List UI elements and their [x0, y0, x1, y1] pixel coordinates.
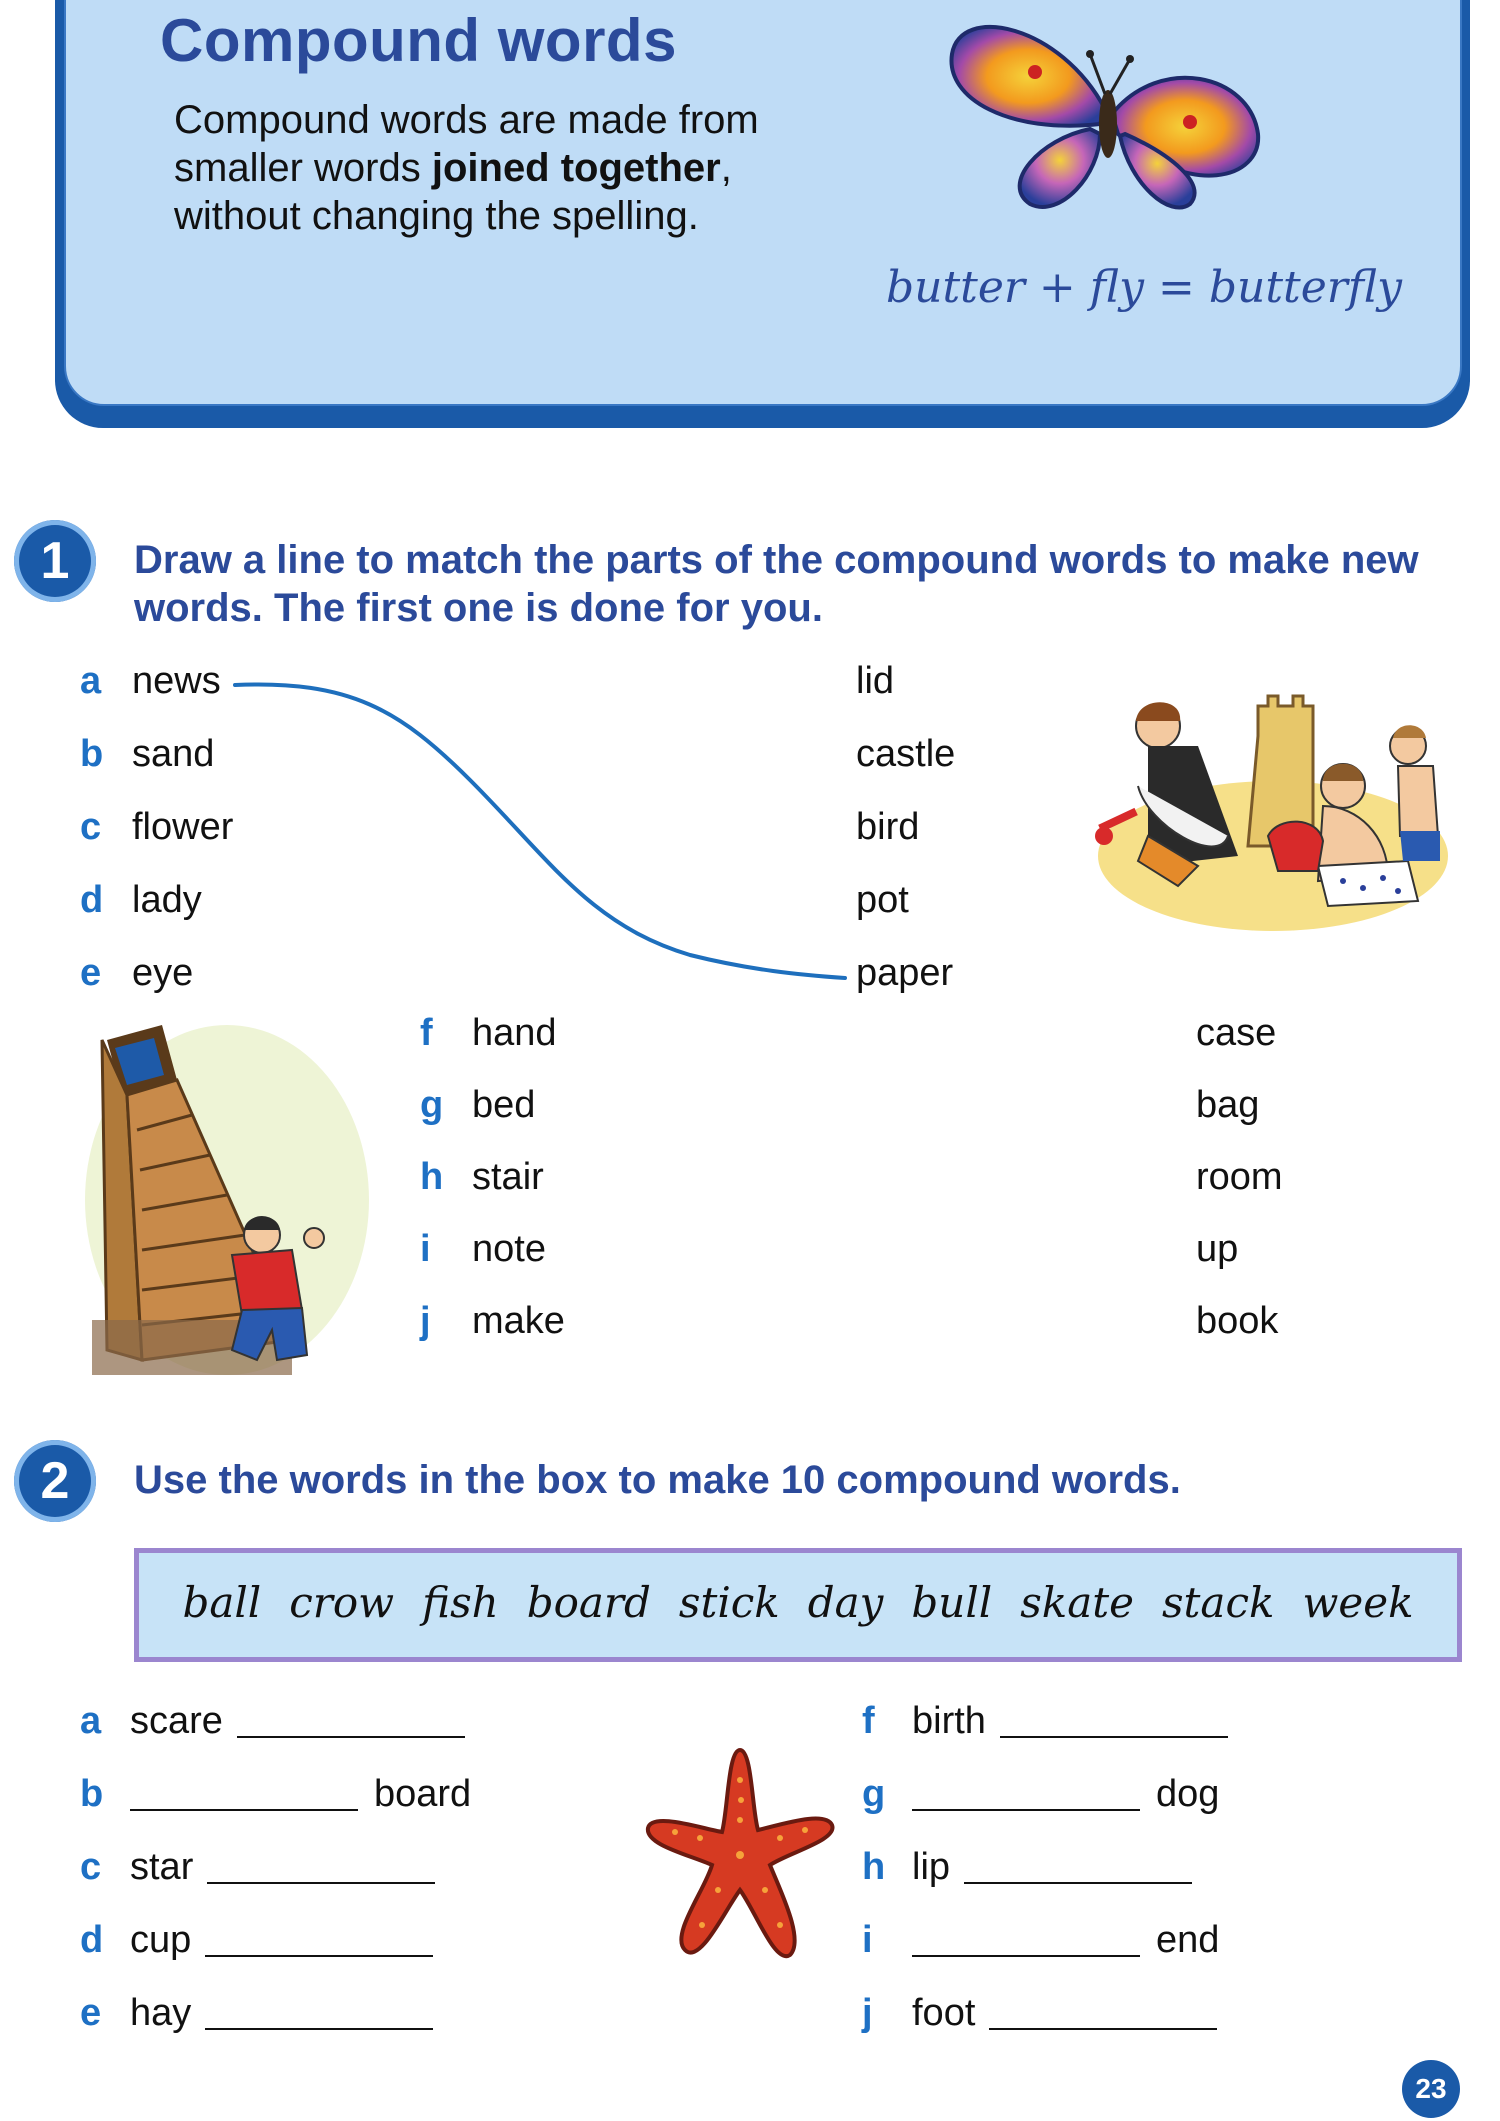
match-word[interactable]: castle [856, 733, 956, 775]
fill-in-row [80, 1919, 471, 1992]
item-letter: e [80, 952, 102, 994]
box-word: stack [1161, 1578, 1275, 1627]
match-word[interactable]: up [1196, 1228, 1239, 1270]
match-word[interactable]: room [1196, 1156, 1283, 1198]
match-word[interactable]: book [1196, 1300, 1279, 1342]
fill-in-row [862, 1992, 1228, 2065]
fill-in-row [80, 1846, 471, 1919]
list-item[interactable] [420, 1300, 565, 1372]
example-formula: butter + fly = butterfly [886, 262, 1402, 313]
item-word: news [132, 660, 221, 702]
box-word: week [1302, 1578, 1414, 1627]
list-item[interactable] [420, 1084, 565, 1156]
answer-blank[interactable] [205, 1955, 433, 1957]
match-set-b-left [420, 1012, 565, 1372]
item-word: stair [472, 1156, 544, 1198]
answer-blank[interactable] [207, 1882, 435, 1884]
definition-comma: , [720, 146, 732, 190]
match-set-b-right [1196, 1012, 1283, 1372]
instruction-line-1: Draw a line to match the parts of the compound words to make new [134, 538, 1419, 582]
answer-blank[interactable] [237, 1736, 465, 1738]
box-word: ball [182, 1578, 262, 1627]
item-word: bed [472, 1084, 536, 1126]
box-word: board [526, 1578, 651, 1627]
list-item[interactable] [80, 660, 233, 733]
item-word: cup [130, 1919, 192, 1961]
answer-blank[interactable] [912, 1955, 1140, 1957]
page-number: 23 [1402, 2060, 1460, 2118]
match-word[interactable]: bird [856, 806, 920, 848]
box-word: day [807, 1578, 884, 1627]
item-letter: b [80, 733, 104, 775]
answer-blank[interactable] [989, 2028, 1217, 2030]
fill-in-row [862, 1919, 1228, 1992]
item-letter: i [862, 1919, 873, 1961]
box-word: skate [1020, 1578, 1134, 1627]
match-word[interactable]: case [1196, 1012, 1277, 1054]
page-title: Compound words [160, 7, 677, 74]
match-word[interactable]: pot [856, 879, 909, 921]
item-letter: g [420, 1084, 444, 1126]
definition-text: smaller words [174, 146, 432, 190]
fill-in-left-column [80, 1700, 471, 2065]
item-letter: h [862, 1846, 886, 1888]
item-letter: g [862, 1773, 886, 1815]
list-item[interactable] [420, 1228, 565, 1300]
item-word: hay [130, 1992, 192, 2034]
item-letter: d [80, 879, 104, 921]
match-word[interactable]: paper [856, 952, 954, 994]
match-set-a-left [80, 660, 233, 1025]
starfish-illustration [640, 1740, 840, 1970]
answer-blank[interactable] [1000, 1736, 1228, 1738]
item-letter: i [420, 1228, 431, 1270]
item-word: foot [912, 1992, 976, 2034]
fill-in-row [80, 1700, 471, 1773]
item-letter: e [80, 1992, 102, 2034]
list-item[interactable] [420, 1012, 565, 1084]
sandcastle-children-illustration [1088, 666, 1448, 936]
item-word: end [1156, 1919, 1220, 1961]
item-word: scare [130, 1700, 223, 1742]
answer-blank[interactable] [205, 2028, 433, 2030]
item-word: sand [132, 733, 215, 775]
box-word: crow [289, 1578, 395, 1627]
fill-in-right-column [862, 1700, 1228, 2065]
fill-in-row [862, 1773, 1228, 1846]
box-word: stick [678, 1578, 780, 1627]
question-1-number: 1 [14, 520, 96, 602]
item-word: hand [472, 1012, 557, 1054]
list-item[interactable] [420, 1156, 565, 1228]
match-word[interactable]: bag [1196, 1084, 1260, 1126]
item-word: lip [912, 1846, 951, 1888]
item-letter: j [862, 1992, 873, 2034]
definition-line-1: Compound words are made from [174, 98, 759, 142]
word-box-words [134, 1578, 1462, 1627]
definition-bold: joined together [431, 146, 721, 190]
match-word[interactable]: lid [856, 660, 895, 702]
item-letter: b [80, 1773, 104, 1815]
question-1-instruction [134, 536, 1474, 632]
item-word: star [130, 1846, 194, 1888]
item-word: eye [132, 952, 194, 994]
fill-in-row [80, 1992, 471, 2065]
list-item[interactable] [80, 806, 233, 879]
item-letter: f [420, 1012, 433, 1054]
item-letter: j [420, 1300, 431, 1342]
item-letter: c [80, 806, 102, 848]
list-item[interactable] [80, 879, 233, 952]
answer-blank[interactable] [964, 1882, 1192, 1884]
question-2-number: 2 [14, 1440, 96, 1522]
fill-in-row [862, 1846, 1228, 1919]
answer-blank[interactable] [912, 1809, 1140, 1811]
item-letter: a [80, 1700, 102, 1742]
item-word: flower [132, 806, 234, 848]
box-word: bull [911, 1578, 993, 1627]
fill-in-row [80, 1773, 471, 1846]
item-word: lady [132, 879, 202, 921]
example-match-line [230, 670, 850, 990]
item-letter: h [420, 1156, 444, 1198]
item-word: board [374, 1773, 472, 1815]
question-2-instruction: Use the words in the box to make 10 compound words. [134, 1458, 1181, 1502]
item-letter: d [80, 1919, 104, 1961]
butterfly-illustration [940, 14, 1280, 224]
item-letter: f [862, 1700, 875, 1742]
item-word: make [472, 1300, 565, 1342]
item-letter: c [80, 1846, 102, 1888]
list-item[interactable] [80, 733, 233, 806]
fill-in-row [862, 1700, 1228, 1773]
item-word: note [472, 1228, 546, 1270]
info-definition [174, 96, 854, 240]
definition-line-2 [174, 144, 854, 192]
item-word: dog [1156, 1773, 1220, 1815]
box-word: fish [422, 1578, 499, 1627]
instruction-line-2: words. The first one is done for you. [134, 586, 823, 630]
item-letter: a [80, 660, 102, 702]
match-set-a-right [856, 660, 955, 1025]
staircase-illustration [82, 1020, 372, 1380]
list-item[interactable] [80, 952, 233, 1025]
item-word: birth [912, 1700, 986, 1742]
definition-line-3: without changing the spelling. [174, 194, 699, 238]
answer-blank[interactable] [130, 1809, 358, 1811]
